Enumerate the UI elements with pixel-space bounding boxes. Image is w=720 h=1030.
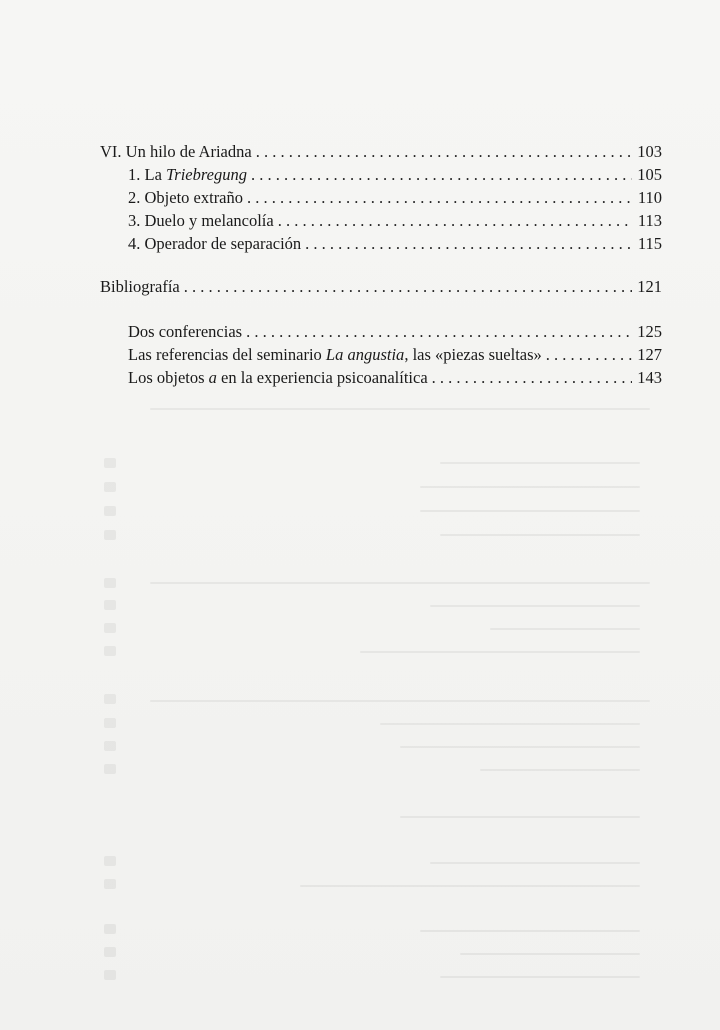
spacer: [100, 255, 662, 275]
toc-entry-duelo-melancolia[interactable]: [100, 209, 662, 232]
dot-leader: [278, 209, 632, 232]
toc-entry-label: 2. Objeto extraño: [128, 188, 244, 207]
toc-entry-label: Bibliografía: [100, 277, 180, 296]
dot-leader: [251, 163, 632, 186]
toc-page-number: 121: [637, 277, 662, 296]
toc-entry-label: 4. Operador de separación: [128, 234, 302, 253]
toc-page-number: 113: [637, 211, 662, 230]
toc-entry-label: Las referencias del seminario La angustia, las «piezas sueltas»: [128, 345, 542, 364]
dot-leader: [247, 186, 632, 209]
dot-leader: [305, 232, 632, 255]
dot-leader: [546, 343, 632, 366]
dot-leader: [432, 366, 632, 389]
dot-leader: [184, 275, 632, 298]
toc-entry-bibliografia[interactable]: [100, 275, 662, 298]
toc-entry-dos-conferencias[interactable]: [100, 320, 662, 343]
toc-entry-label: Los objetos a en la experiencia psicoanalítica: [128, 368, 428, 387]
toc-entry-italic: La angustia: [325, 345, 405, 364]
toc-entry-label: 1. La Triebregung: [128, 165, 248, 184]
toc-page-number: 127: [637, 345, 662, 364]
dot-leader: [256, 140, 632, 163]
table-of-contents: [100, 140, 662, 389]
toc-entry-referencias-seminario[interactable]: [100, 343, 662, 366]
toc-page-number: 143: [637, 368, 662, 387]
toc-entry-label: VI. Un hilo de Ariadna: [100, 142, 252, 161]
spacer: [100, 298, 662, 320]
toc-entry-operador-separacion[interactable]: [100, 232, 662, 255]
toc-entry-objetos-a[interactable]: [100, 366, 662, 389]
toc-entry-objeto-extrano[interactable]: [100, 186, 662, 209]
toc-page-number: 103: [637, 142, 662, 161]
dot-leader: [246, 320, 632, 343]
toc-entry-italic: a: [208, 368, 217, 387]
toc-page-number: 105: [637, 165, 662, 184]
toc-page-number: 115: [637, 234, 662, 253]
toc-page-number: 110: [637, 188, 662, 207]
toc-entry-label: 3. Duelo y melancolía: [128, 211, 274, 230]
toc-entry-chapter-6[interactable]: [100, 140, 662, 163]
toc-entry-label: Dos conferencias: [128, 322, 243, 341]
toc-page-number: 125: [637, 322, 662, 341]
toc-entry-triebregung[interactable]: [100, 163, 662, 186]
toc-entry-italic: Triebregung: [166, 165, 248, 184]
